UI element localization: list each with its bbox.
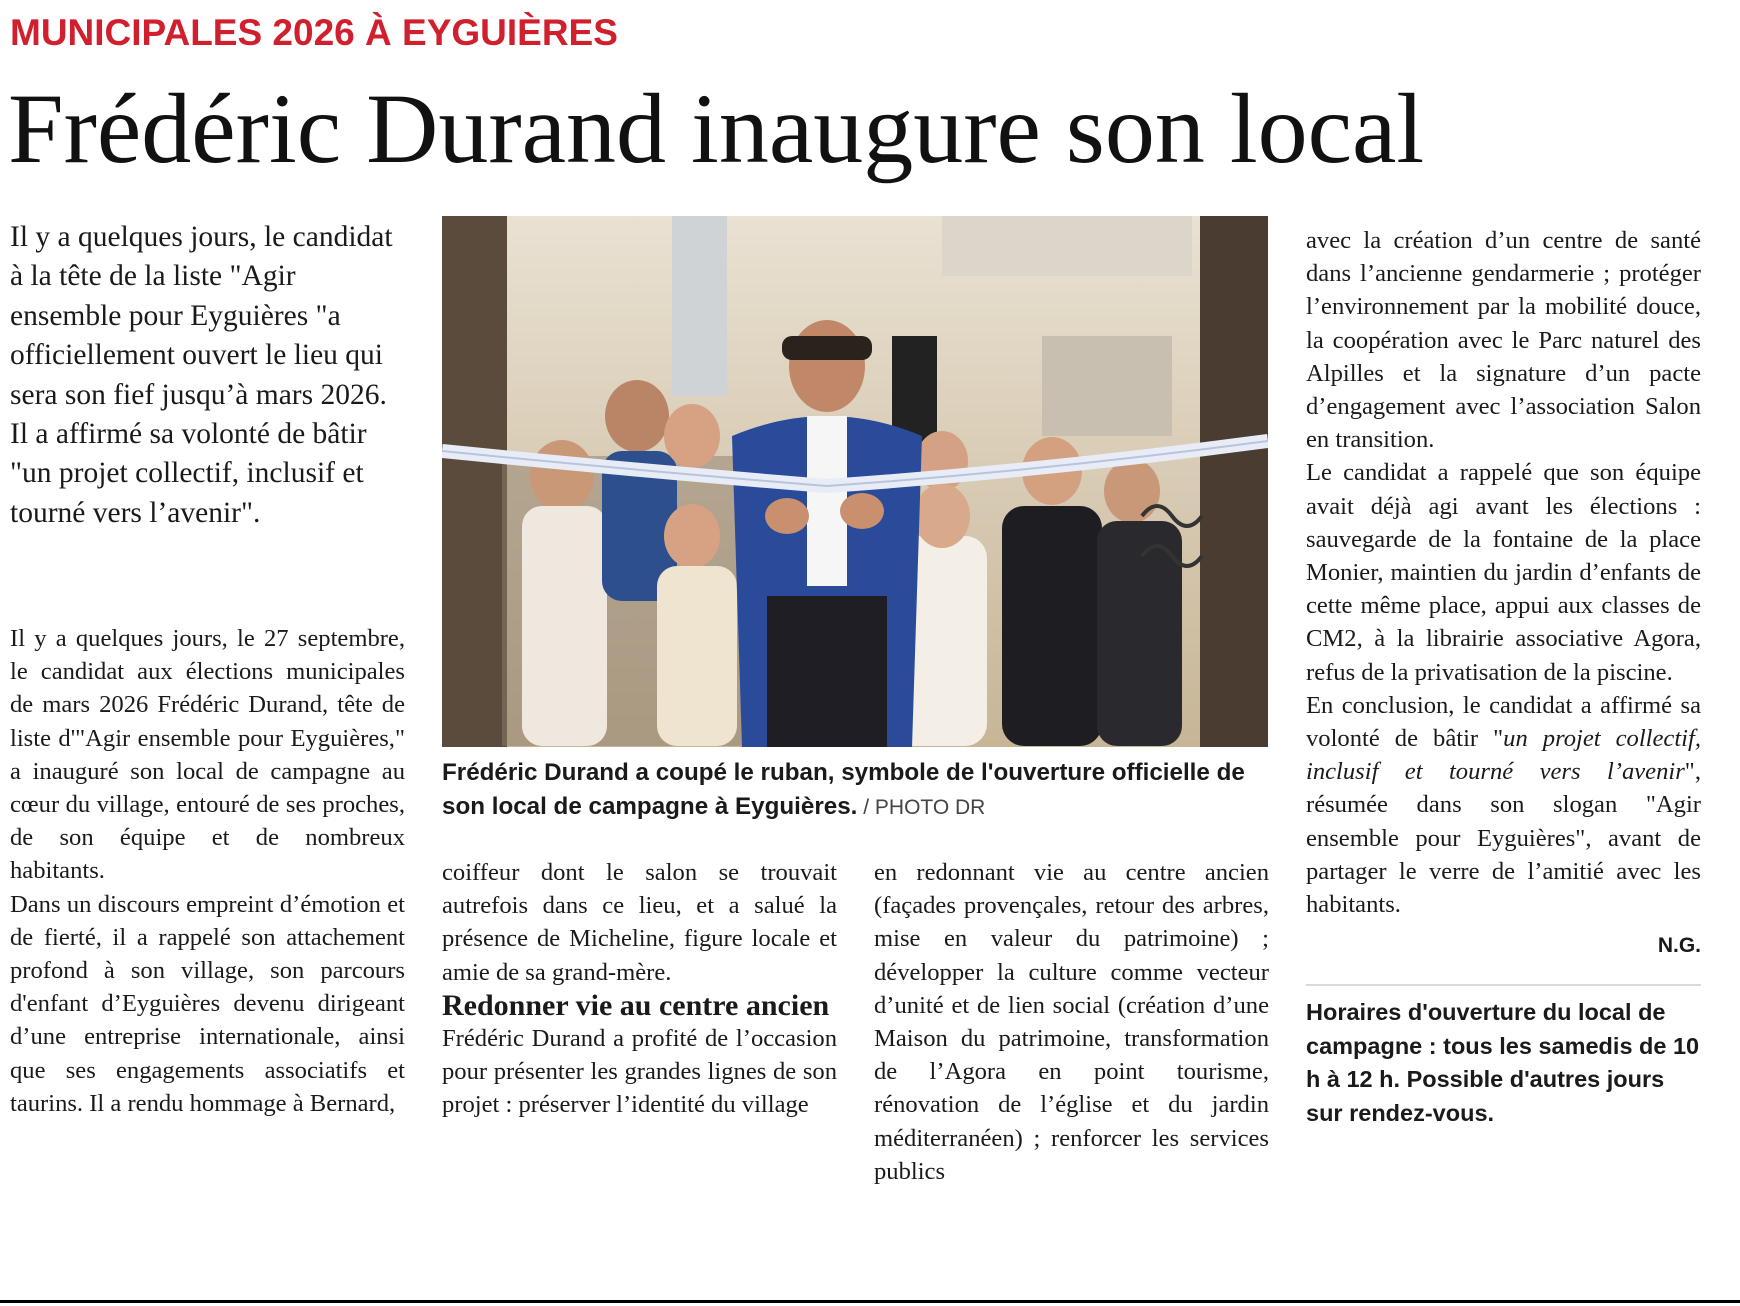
ribbon-cutting-illustration: [442, 216, 1268, 747]
article-photo: [442, 216, 1268, 747]
bottom-rule: [0, 1300, 1740, 1303]
photo-caption: [442, 756, 1268, 824]
conclusion-text-b: ", résumée dans son slogan "Agir ensemble pour Eyguières", avant de partager le verre de l’amitié avec les habitants.: [1306, 758, 1701, 919]
body-paragraph: Dans un discours empreint d’émotion et de fierté, il a rappelé son attachement profond à son village, son parcours d'enfant d’Eyguières devenu dirigeant d’une entreprise internationale, ainsi que ses engagements associatifs et taurins. Il a rendu hommage à Bernard,: [10, 890, 405, 1117]
body-paragraph-conclusion: [1306, 689, 1701, 921]
body-paragraph: Le candidat a rappelé que son équipe avait déjà agi avant les élections : sauvegarde de la fontaine de la place Monier, maintien du jardin d’enfants de cette même place, appui aux classes de CM2, à la librairie associative Agora, refus de la privatisation de la piscine.: [1306, 459, 1701, 686]
body-column-2: [442, 856, 837, 1121]
info-box: Horaires d'ouverture du local de campagne : tous les samedis de 10 h à 12 h. Possible d'autres jours sur rendez-vous.: [1306, 999, 1700, 1126]
photo-credit: / PHOTO DR: [857, 795, 986, 819]
section-subhead: Redonner vie au centre ancien: [442, 988, 830, 1022]
article-lead: Il y a quelques jours, le candidat à la tête de la liste "Agir ensemble pour Eyguières "a officiellement ouvert le lieu qui sera son fief jusqu’à mars 2026. Il a affirmé sa volonté de bâtir "un projet collectif, inclusif et tourné vers l’avenir".: [10, 221, 393, 529]
conclusion-text-a: En conclusion, le candidat a affirmé sa volonté de bâtir ": [1306, 691, 1701, 753]
author-signature: N.G.: [1657, 934, 1701, 958]
body-paragraph: Il y a quelques jours, le 27 septembre, le candidat aux élections municipales de mars 2026 Frédéric Durand, tête de liste d'"Agir ensemble pour Eyguières," a inauguré son local de campagne au cœur du village, entouré de ses proches, de son équipe et de nombreux habitants.: [10, 625, 405, 885]
body-column-1: [10, 622, 405, 1120]
caption-text: Frédéric Durand a coupé le ruban, symbole de l'ouverture officielle de son local de campagne à Eyguières.: [442, 759, 1245, 820]
body-column-3: [874, 856, 1269, 1188]
body-column-4: [1306, 224, 1701, 1130]
conclusion-quote: un projet collectif, inclusif et tourné vers l’avenir: [1306, 725, 1701, 786]
body-paragraph: en redonnant vie au centre ancien (façades provençales, retour des arbres, mise en valeur du patrimoine) ; développer la culture comme vecteur d’unité et de lien social (création d’une Maison du patrimoine, transformation de l’Agora en point tourisme, rénovation de l’église et du jardin méditerranéen) ; renforcer les services publics: [874, 859, 1269, 1185]
section-kicker: MUNICIPALES 2026 À EYGUIÈRES: [10, 12, 618, 53]
article-headline: Frédéric Durand inaugure son local: [8, 73, 1425, 184]
body-paragraph: avec la création d’un centre de santé dans l’ancienne gendarmerie ; protéger l’environnement par la mobilité douce, la coopération avec le Parc naturel des Alpilles et la signature d’un pacte d’engagement avec l’association Salon en transition.: [1306, 227, 1701, 454]
info-separator: [1306, 984, 1701, 986]
body-paragraph: Frédéric Durand a profité de l’occasion pour présenter les grandes lignes de son projet : préserver l’identité du village: [442, 1024, 837, 1119]
body-paragraph: coiffeur dont le salon se trouvait autrefois dans ce lieu, et a salué la présence de Micheline, figure locale et amie de sa grand-mère.: [442, 859, 837, 986]
